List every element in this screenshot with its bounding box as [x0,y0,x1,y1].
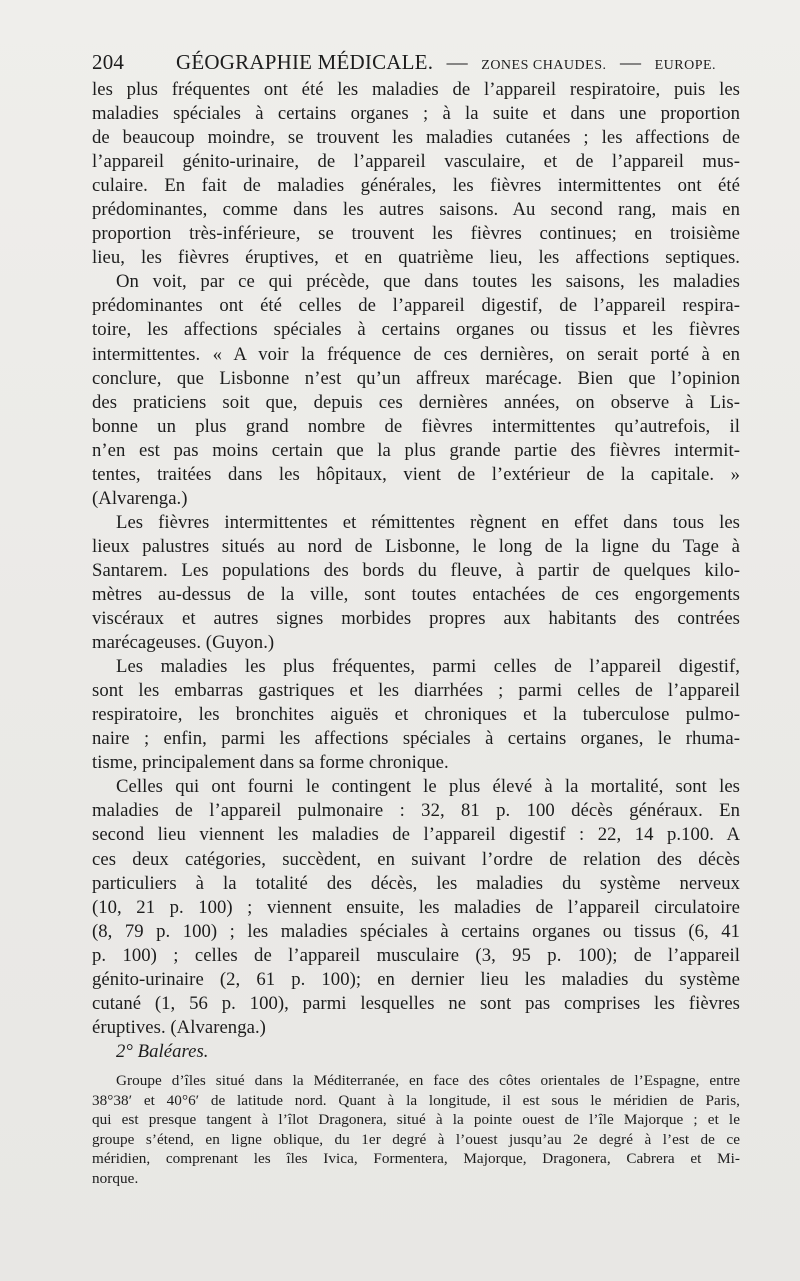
footnote-line: méridien, comprenant les îles Ivica, Formentera, Majorque, Dragonera, Cabrera et Mi- [92,1150,740,1168]
text-line: marécageuses. (Guyon.) [92,632,275,654]
footnote [92,1071,740,1189]
text-line: éruptives. (Alvarenga.) [92,1016,266,1038]
text-line: prédominantes ont été celles de l’appareil digestif, de l’appareil respira- [92,295,740,317]
text-line: Celles qui ont fourni le contingent le plus élevé à la mortalité, sont les [116,776,740,798]
text-line: cutané (1, 56 p. 100), parmi lesquelles ne sont pas comprises les fièvres [92,992,740,1014]
header-dash: — [446,50,468,74]
text-line: tentes, traitées dans les hôpitaux, vient de l’extérieur de la capitale. » [92,463,740,485]
text-line: maladies de l’appareil pulmonaire : 32, 81 p. 100 décès généraux. En [92,800,740,822]
text-line: Les fièvres intermittentes et rémittentes règnent en effet dans tous les [116,511,740,533]
header-dash: — [619,50,642,74]
text-line: l’appareil génito-urinaire, de l’appareil vasculaire, et de l’appareil mus- [92,151,740,173]
section-zone: ZONES CHAUDES. [481,58,607,73]
text-line: de beaucoup moindre, se trouvent les maladies cutanées ; les affections de [92,127,740,149]
page-number: 204 [92,50,125,74]
footnote-line: qui est presque tangent à l’îlot Dragonera, situé à la pointe ouest de l’île Majorque ; et le [92,1111,740,1129]
section-heading: 2° Baléares. [116,1040,209,1062]
running-header [92,48,740,76]
text-line: proportion très-inférieure, se trouvent les fièvres continues; en troisième [92,223,740,245]
text-line: conclure, que Lisbonne n’est qu’un affreux marécage. Bien que l’opinion [92,367,740,389]
running-title [176,48,716,80]
text-line: (Alvarenga.) [92,487,188,509]
text-line: viscéraux et autres signes morbides propres aux habitants des contrées [92,608,740,630]
text-line: intermittentes. « A voir la fréquence de ces dernières, on serait porté à en [92,343,740,365]
text-line: naire ; enfin, parmi les affections spéciales à certains organes, le rhuma- [92,728,740,750]
text-line: bonne un plus grand nombre de fièvres intermittentes qu’autrefois, il [92,415,740,437]
text-line: n’en est pas moins certain que la plus grande partie des fièvres intermit- [92,439,740,461]
text-line: culaire. En fait de maladies générales, les fièvres intermittentes ont été [92,175,740,197]
text-line: génito-urinaire (2, 61 p. 100); en dernier lieu les maladies du système [92,968,740,990]
section-region: EUROPE. [654,58,717,73]
text-line: mètres au-dessus de la ville, sont toutes entachées de ces engorgements [92,583,740,605]
body-text [92,78,740,1064]
text-line: lieux palustres situés au nord de Lisbonne, le long de la ligne du Tage à [92,535,740,557]
text-line: maladies spéciales à certains organes ; à la suite et dans une proportion [92,103,740,125]
text-line: (8, 79 p. 100) ; les maladies spéciales à certains organes ou tissus (6, 41 [92,920,740,942]
text-line: prédominantes, comme dans les autres saisons. Au second rang, mais en [92,199,740,221]
text-line: (10, 21 p. 100) ; viennent ensuite, les maladies de l’appareil circulatoire [92,896,740,918]
text-line: toire, les affections spéciales à certains organes ou tissus et les fièvres [92,319,740,341]
text-line: Santarem. Les populations des bords du fleuve, à partir de quelques kilo- [92,559,740,581]
book-title: GÉOGRAPHIE MÉDICALE. [176,50,434,74]
footnote-line: 38°38′ et 40°6′ de latitude nord. Quant à la longitude, il est sous le méridien de Paris, [92,1091,740,1109]
footnote-line: Groupe d’îles situé dans la Méditerranée, en face des côtes orientales de l’Espagne, entre [116,1072,740,1089]
text-line: lieu, les fièvres éruptives, et en quatrième lieu, les affections septiques. [92,247,740,269]
text-line: On voit, par ce qui précède, que dans toutes les saisons, les maladies [116,271,740,293]
text-line: les plus fréquentes ont été les maladies de l’appareil respiratoire, puis les [92,79,740,100]
text-line: tisme, principalement dans sa forme chronique. [92,752,449,774]
text-line: Les maladies les plus fréquentes, parmi celles de l’appareil digestif, [116,656,740,678]
text-line: respiratoire, les bronchites aiguës et chroniques et la tuberculose pulmo- [92,704,740,726]
text-line: sont les embarras gastriques et les diarrhées ; parmi celles de l’appareil [92,680,740,702]
footnote-line: groupe s’étend, en ligne oblique, du 1er degré à l’ouest jusqu’au 2e degré à l’est de ce [92,1130,740,1148]
text-line: ces deux catégories, succèdent, en suivant l’ordre de relation des décès [92,848,740,870]
footnote-line: norque. [92,1169,139,1187]
text-line: p. 100) ; celles de l’appareil musculaire (3, 95 p. 100); de l’appareil [92,944,740,966]
text-line: second lieu viennent les maladies de l’appareil digestif : 22, 14 p.100. A [92,824,740,846]
text-line: des praticiens soit que, depuis ces dernières années, on observe à Lis- [92,391,740,413]
text-line: particuliers à la totalité des décès, les maladies du système nerveux [92,872,740,894]
